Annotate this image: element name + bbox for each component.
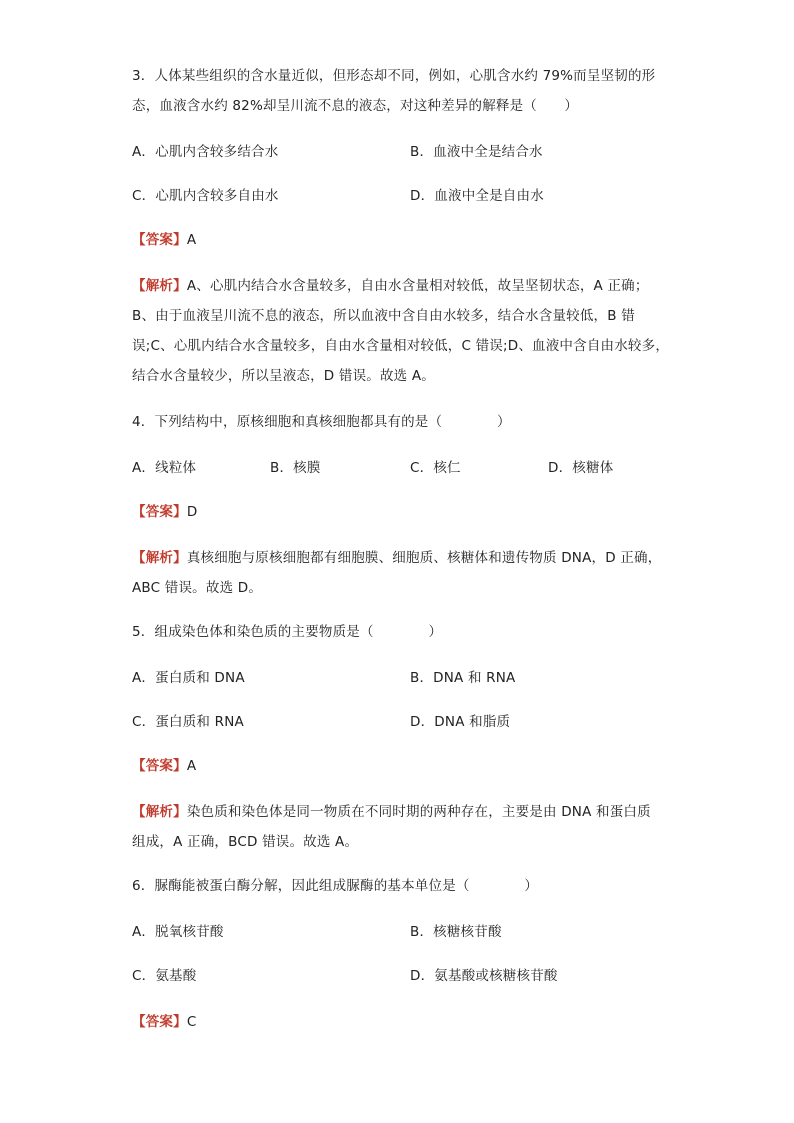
q3-option-c: C．心肌内含较多自由水 — [132, 188, 279, 204]
analysis-text: A、心肌内结合水含量较多，自由水含量相对较低，故呈坚韧状态，A 正确； — [186, 278, 649, 294]
answer-value: A — [186, 232, 197, 248]
analysis-tag: 【解析】 — [132, 804, 187, 820]
q3-option-d: D．血液中全是自由水 — [410, 188, 544, 204]
q4-option-c: C．核仁 — [410, 460, 461, 476]
q4-option-b: B．核膜 — [270, 460, 321, 476]
q3-analysis-line-4: 结合水含量较少，所以呈液态，D 错误。故选 A。 — [132, 368, 436, 384]
answer-value: C — [186, 1014, 197, 1030]
q3-analysis-line-3: 误;C、心肌内结合水含量较多，自由水含量相对较低，C 错误;D、血液中含自由水较多， — [132, 338, 670, 354]
q6-option-d: D．氨基酸或核糖核苷酸 — [410, 968, 558, 984]
q4-stem: 4．下列结构中，原核细胞和真核细胞都具有的是（ ） — [132, 414, 511, 430]
q4-analysis-line-1 — [132, 548, 661, 568]
q3-stem-line-2: 态，血液含水约 82%却呈川流不息的液态，对这种差异的解释是（ ） — [132, 98, 579, 114]
answer-tag: 【答案】 — [132, 504, 187, 520]
analysis-text: 染色质和染色体是同一物质在不同时期的两种存在，主要是由 DNA 和蛋白质 — [186, 804, 651, 820]
q5-option-b: B．DNA 和 RNA — [410, 670, 516, 686]
q3-stem-line-1: 3．人体某些组织的含水量近似，但形态却不同，例如，心肌含水约 79%而呈坚韧的形 — [132, 68, 656, 84]
q5-answer — [132, 756, 196, 776]
q5-option-c: C．蛋白质和 RNA — [132, 714, 244, 730]
answer-tag: 【答案】 — [132, 758, 187, 774]
answer-tag: 【答案】 — [132, 1014, 187, 1030]
q4-analysis-line-2: ABC 错误。故选 D。 — [132, 580, 263, 596]
q6-option-b: B．核糖核苷酸 — [410, 924, 502, 940]
q4-option-a: A．线粒体 — [132, 460, 197, 476]
answer-value: A — [186, 758, 197, 774]
q3-analysis-line-2: B、由于血液呈川流不息的液态，所以血液中含自由水较多，结合水含量较低，B 错 — [132, 308, 635, 324]
q6-option-c: C．氨基酸 — [132, 968, 197, 984]
q3-option-b: B．血液中全是结合水 — [410, 144, 543, 160]
analysis-text: 真核细胞与原核细胞都有细胞膜、细胞质、核糖体和遗传物质 DNA，D 正确， — [186, 550, 662, 566]
q5-option-a: A．蛋白质和 DNA — [132, 670, 245, 686]
q5-stem: 5．组成染色体和染色质的主要物质是（ ） — [132, 624, 443, 640]
q5-option-d: D．DNA 和脂质 — [410, 714, 511, 730]
analysis-tag: 【解析】 — [132, 278, 187, 294]
q4-option-d: D．核糖体 — [548, 460, 614, 476]
q3-analysis-line-1 — [132, 276, 649, 296]
q3-option-a: A．心肌内含较多结合水 — [132, 144, 279, 160]
q5-analysis-line-2: 组成，A 正确，BCD 错误。故选 A。 — [132, 834, 359, 850]
q6-answer — [132, 1012, 196, 1032]
answer-value: D — [186, 504, 198, 520]
q5-analysis-line-1 — [132, 802, 651, 822]
analysis-tag: 【解析】 — [132, 550, 187, 566]
q6-option-a: A．脱氧核苷酸 — [132, 924, 224, 940]
q6-stem: 6．脲酶能被蛋白酶分解，因此组成脲酶的基本单位是（ ） — [132, 878, 539, 894]
answer-tag: 【答案】 — [132, 232, 187, 248]
q3-answer — [132, 230, 196, 250]
q4-answer — [132, 502, 197, 522]
